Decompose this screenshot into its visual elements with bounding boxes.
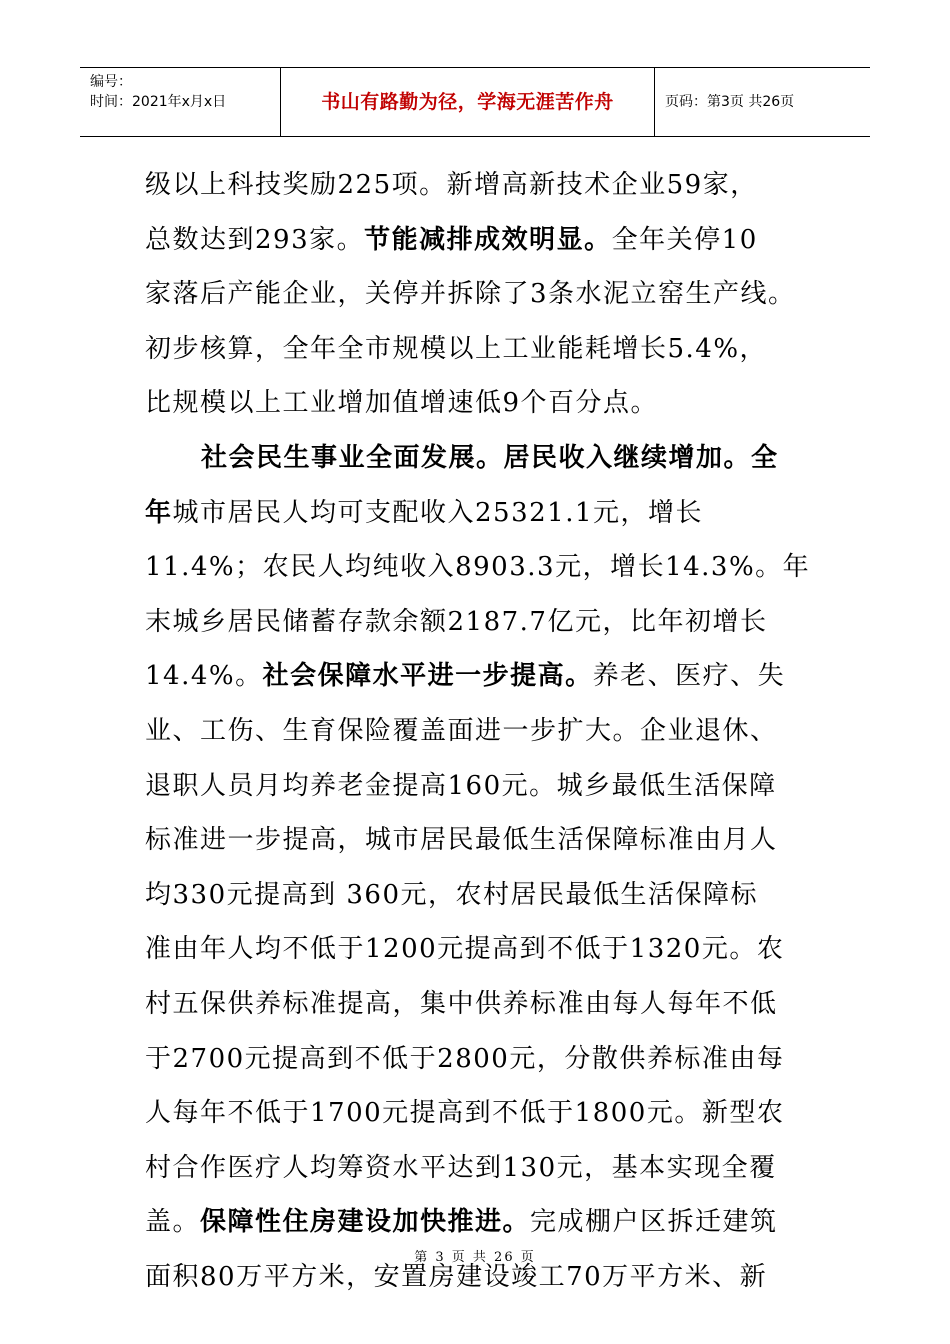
text-run: 于2700元提高到不低于2800元，分散供养标准由每 xyxy=(145,1043,785,1074)
text-line xyxy=(145,322,815,377)
text-run: 14.4%。 xyxy=(145,661,263,692)
text-line xyxy=(145,431,815,486)
bold-heading: 社会保障水平进一步提高。 xyxy=(262,661,593,692)
text-line xyxy=(145,486,815,541)
text-run: 均330元提高到 360元，农村居民最低生活保障标 xyxy=(145,879,759,910)
text-run: 家落后产能企业，关停并拆除了3条水泥立窑生产线。 xyxy=(145,279,796,310)
text-run: 村合作医疗人均筹资水平达到130元，基本实现全覆 xyxy=(145,1152,777,1183)
text-line xyxy=(145,1195,815,1250)
document-body xyxy=(145,158,815,1304)
text-line xyxy=(145,158,815,213)
text-line xyxy=(145,1141,815,1196)
number-label: 编号： xyxy=(90,74,132,90)
text-run: 比规模以上工业增加值增速低9个百分点。 xyxy=(145,388,659,419)
text-run: 盖。 xyxy=(145,1207,201,1238)
text-line xyxy=(145,704,815,759)
text-line xyxy=(145,759,815,814)
text-line xyxy=(145,540,815,595)
header-meta xyxy=(80,68,280,136)
text-line xyxy=(145,922,815,977)
text-line xyxy=(145,977,815,1032)
text-run: 面积80万平方米，安置房建设竣工70万平方米、新 xyxy=(145,1261,768,1292)
text-run: 全年关停10 xyxy=(611,224,758,255)
text-run: 退职人员月均养老金提高160元。城乡最低生活保障 xyxy=(145,770,777,801)
bold-heading: 年 xyxy=(145,497,173,528)
text-run: 城市居民人均可支配收入25321.1元，增长 xyxy=(172,497,704,528)
text-line xyxy=(145,267,815,322)
text-line xyxy=(145,213,815,268)
text-line xyxy=(145,813,815,868)
text-run: 级以上科技奖励225项。新增高新技术企业59家， xyxy=(145,170,758,200)
text-line xyxy=(145,1086,815,1141)
text-run: 准由年人均不低于1200元提高到不低于1320元。农 xyxy=(145,934,785,965)
text-line xyxy=(145,649,815,704)
text-run: 初步核算，全年全市规模以上工业能耗增长5.4%， xyxy=(145,333,768,364)
date-label: 时间：2021年x月x日 xyxy=(90,94,227,110)
text-run: 人每年不低于1700元提高到不低于1800元。新型农 xyxy=(145,1098,785,1129)
text-run: 业、工伤、生育保险覆盖面进一步扩大。企业退休、 xyxy=(145,715,778,746)
text-run: 11.4%；农民人均纯收入8903.3元，增长14.3%。年 xyxy=(145,552,811,583)
text-line xyxy=(145,868,815,923)
text-run: 末城乡居民储蓄存款余额2187.7亿元，比年初增长 xyxy=(145,606,768,637)
header-page-info: 页码：第3页 共26页 xyxy=(665,94,795,110)
page-footer: 第 3 页 共 26 页 xyxy=(414,1250,536,1265)
bold-heading: 保障性住房建设加快推进。 xyxy=(200,1207,531,1238)
bold-heading: 节能减排成效明显。 xyxy=(364,224,612,255)
text-run: 完成棚户区拆迁建筑 xyxy=(530,1207,778,1238)
page-header xyxy=(80,67,870,137)
bold-heading: 社会民生事业全面发展。居民收入继续增加。全 xyxy=(201,442,779,473)
text-line xyxy=(145,1032,815,1087)
text-line xyxy=(145,595,815,650)
header-motto: 书山有路勤为径，学海无涯苦作舟 xyxy=(280,68,655,136)
text-run: 标准进一步提高，城市居民最低生活保障标准由月人 xyxy=(145,825,778,856)
text-run: 村五保供养标准提高，集中供养标准由每人每年不低 xyxy=(145,988,778,1019)
text-line xyxy=(145,376,815,431)
text-run: 总数达到293家。 xyxy=(145,224,365,255)
text-run: 养老、医疗、失 xyxy=(592,661,786,692)
